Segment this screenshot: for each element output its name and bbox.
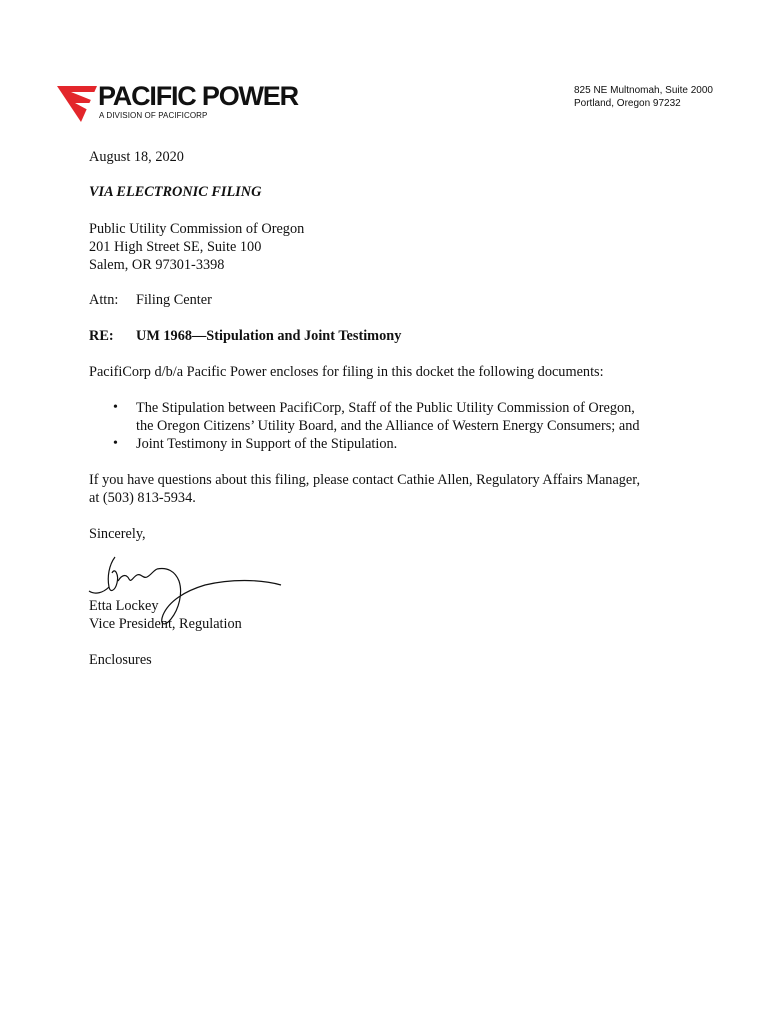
bullet-2-dot: •	[113, 436, 118, 451]
signer-title: Vice President, Regulation	[89, 616, 242, 632]
contact-line-1: If you have questions about this filing, please contact Cathie Allen, Regulatory Affairs Manager,	[89, 472, 641, 488]
signer-name: Etta Lockey	[89, 598, 159, 614]
pacific-power-logo-icon	[57, 84, 99, 124]
re-label: RE:	[89, 328, 114, 344]
bullet-1-line-1: The Stipulation between PacifiCorp, Staff of the Public Utility Commission of Oregon,	[136, 400, 635, 416]
address-line-1: 825 NE Multnomah, Suite 2000	[574, 85, 713, 96]
recipient-line-1: Public Utility Commission of Oregon	[89, 221, 305, 237]
company-name: PACIFIC POWER	[98, 81, 298, 111]
bullet-1-dot: •	[113, 400, 118, 415]
recipient-line-3: Salem, OR 97301-3398	[89, 257, 225, 273]
intro-paragraph: PacifiCorp d/b/a Pacific Power encloses for filing in this docket the following documents:	[89, 364, 604, 380]
re-subject: UM 1968—Stipulation and Joint Testimony	[136, 328, 402, 344]
delivery-method: VIA ELECTRONIC FILING	[89, 184, 262, 200]
attn-value: Filing Center	[136, 292, 212, 308]
attn-label: Attn:	[89, 292, 119, 308]
letter-date: August 18, 2020	[89, 149, 184, 165]
closing: Sincerely,	[89, 526, 146, 542]
bullet-1-line-2: the Oregon Citizens’ Utility Board, and the Alliance of Western Energy Consumers; and	[136, 418, 640, 434]
company-tagline: A DIVISION OF PACIFICORP	[99, 111, 208, 120]
bullet-2-line-1: Joint Testimony in Support of the Stipulation.	[136, 436, 398, 452]
company-address	[574, 84, 713, 110]
recipient-line-2: 201 High Street SE, Suite 100	[89, 239, 262, 255]
enclosures-note: Enclosures	[89, 652, 152, 668]
contact-line-2: at (503) 813-5934.	[89, 490, 196, 506]
letterhead	[0, 0, 770, 130]
address-line-2: Portland, Oregon 97232	[574, 98, 681, 109]
